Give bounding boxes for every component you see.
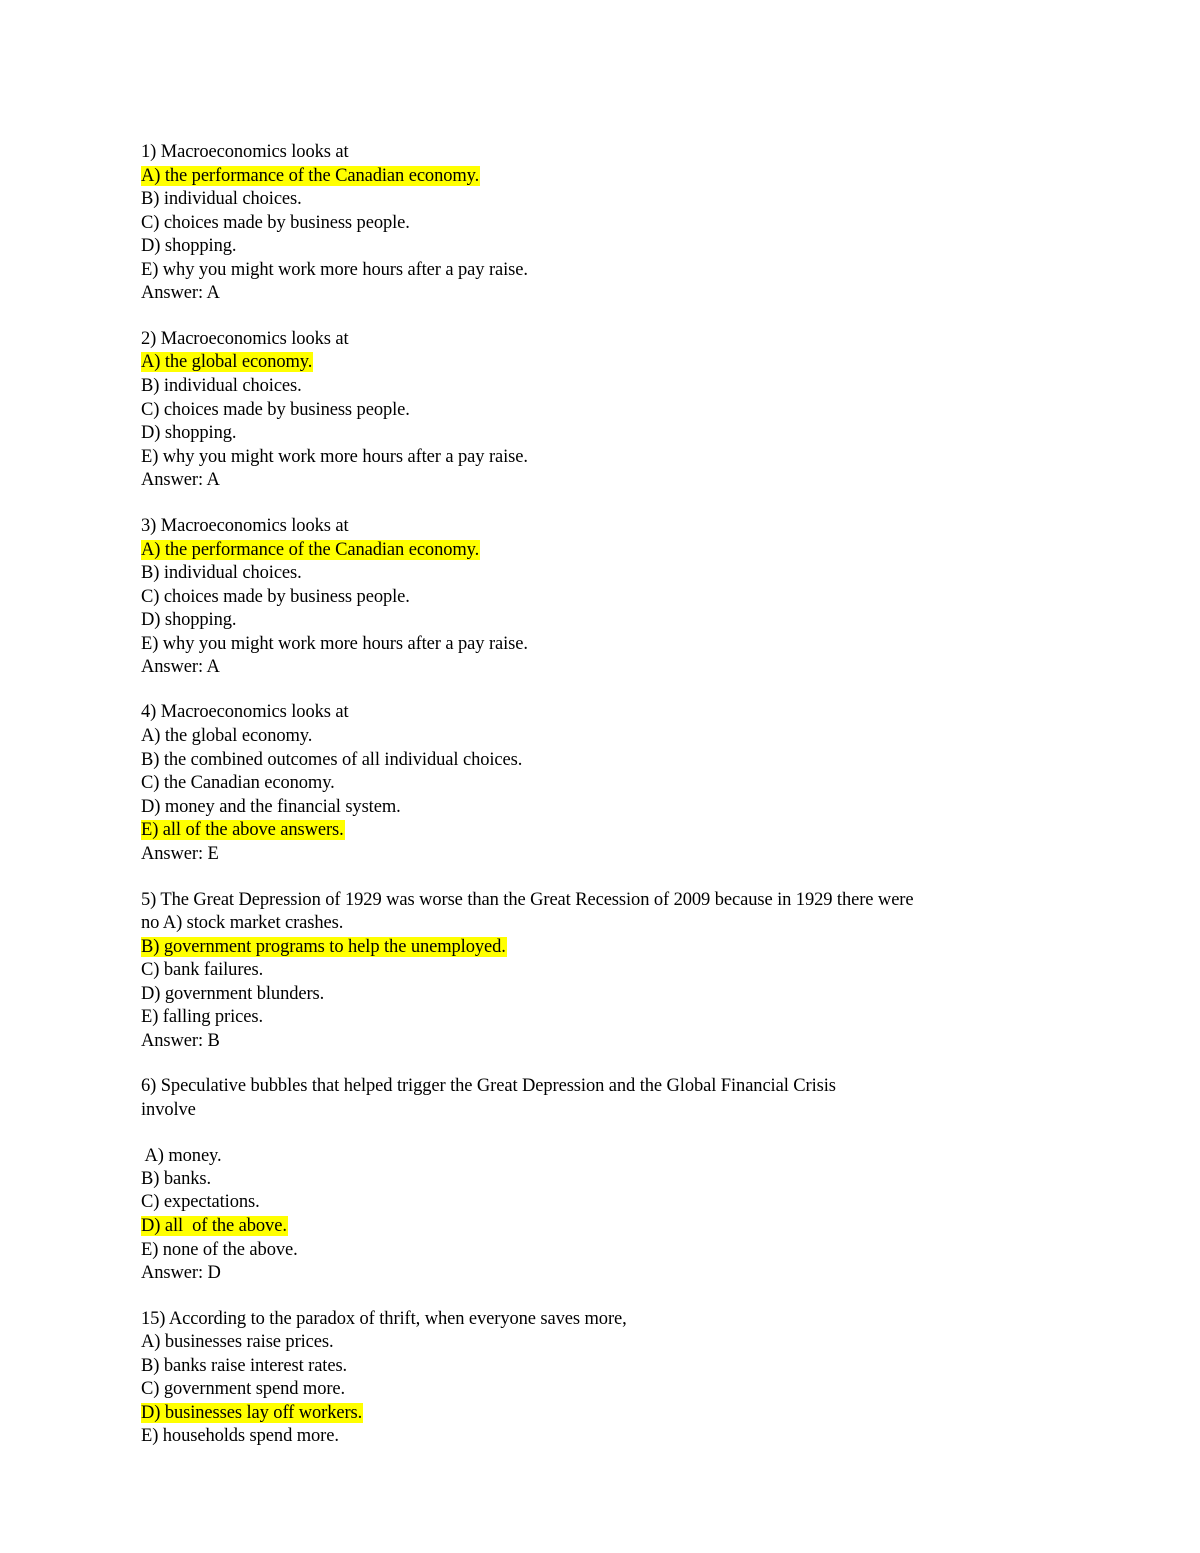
question-3-option-c: C) choices made by business people. — [141, 587, 410, 607]
question-6-option-a: A) money. — [141, 1146, 222, 1166]
question-15-option-c: C) government spend more. — [141, 1379, 346, 1399]
highlighted-answer: A) the performance of the Canadian economy. — [141, 166, 480, 186]
question-3-stem: 3) Macroeconomics looks at — [141, 516, 349, 536]
question-6-option-e: E) none of the above. — [141, 1240, 298, 1260]
question-5-stem-line-1: 5) The Great Depression of 1929 was worse than the Great Recession of 2009 because in 1929 there were — [141, 890, 914, 910]
highlighted-answer: D) all of the above. — [141, 1216, 287, 1236]
question-4-option-a: A) the global economy. — [141, 726, 313, 746]
question-3-option-a — [141, 539, 480, 561]
question-15-option-e: E) households spend more. — [141, 1426, 339, 1446]
question-15-option-b: B) banks raise interest rates. — [141, 1356, 348, 1376]
question-6-stem-line-2: involve — [141, 1100, 196, 1120]
question-4-stem: 4) Macroeconomics looks at — [141, 702, 349, 722]
question-4-option-d: D) money and the financial system. — [141, 797, 401, 817]
highlighted-answer: B) government programs to help the unemployed. — [141, 937, 506, 957]
question-6-option-c: C) expectations. — [141, 1192, 260, 1212]
question-1-option-c: C) choices made by business people. — [141, 213, 410, 233]
question-1-option-e: E) why you might work more hours after a pay raise. — [141, 260, 528, 280]
question-5-option-e: E) falling prices. — [141, 1007, 264, 1027]
question-6-option-d — [141, 1215, 288, 1237]
question-2-option-b: B) individual choices. — [141, 376, 302, 396]
question-5-stem-line-2: no A) stock market crashes. — [141, 913, 344, 933]
question-6-stem-line-1: 6) Speculative bubbles that helped trigger the Great Depression and the Global Financial Crisis — [141, 1076, 836, 1096]
question-15-stem: 15) According to the paradox of thrift, when everyone saves more, — [141, 1309, 627, 1329]
question-2-option-c: C) choices made by business people. — [141, 400, 410, 420]
question-5-answer: Answer: B — [141, 1031, 220, 1051]
question-4-option-e — [141, 819, 345, 841]
question-1-answer: Answer: A — [141, 283, 220, 303]
question-3-option-d: D) shopping. — [141, 610, 237, 630]
question-1-option-b: B) individual choices. — [141, 189, 302, 209]
question-5-option-d: D) government blunders. — [141, 984, 325, 1004]
question-5-option-b — [141, 936, 507, 958]
highlighted-answer: A) the performance of the Canadian economy. — [141, 540, 480, 560]
question-1-stem: 1) Macroeconomics looks at — [141, 142, 349, 162]
question-15-option-a: A) businesses raise prices. — [141, 1332, 334, 1352]
highlighted-answer: D) businesses lay off workers. — [141, 1403, 363, 1423]
question-1-option-d: D) shopping. — [141, 236, 237, 256]
question-2-stem: 2) Macroeconomics looks at — [141, 329, 349, 349]
question-1-option-a — [141, 165, 480, 187]
question-3-option-e: E) why you might work more hours after a pay raise. — [141, 634, 528, 654]
question-3-option-b: B) individual choices. — [141, 563, 302, 583]
question-4-option-c: C) the Canadian economy. — [141, 773, 335, 793]
highlighted-answer: A) the global economy. — [141, 352, 313, 372]
question-2-option-a — [141, 351, 313, 373]
question-2-answer: Answer: A — [141, 470, 220, 490]
question-6-option-b: B) banks. — [141, 1169, 212, 1189]
question-3-answer: Answer: A — [141, 657, 220, 677]
highlighted-answer: E) all of the above answers. — [141, 820, 344, 840]
question-4-option-b: B) the combined outcomes of all individual choices. — [141, 750, 523, 770]
question-15-option-d — [141, 1402, 363, 1424]
question-4-answer: Answer: E — [141, 844, 219, 864]
question-5-option-c: C) bank failures. — [141, 960, 264, 980]
question-2-option-d: D) shopping. — [141, 423, 237, 443]
question-6-answer: Answer: D — [141, 1263, 221, 1283]
question-2-option-e: E) why you might work more hours after a pay raise. — [141, 447, 528, 467]
